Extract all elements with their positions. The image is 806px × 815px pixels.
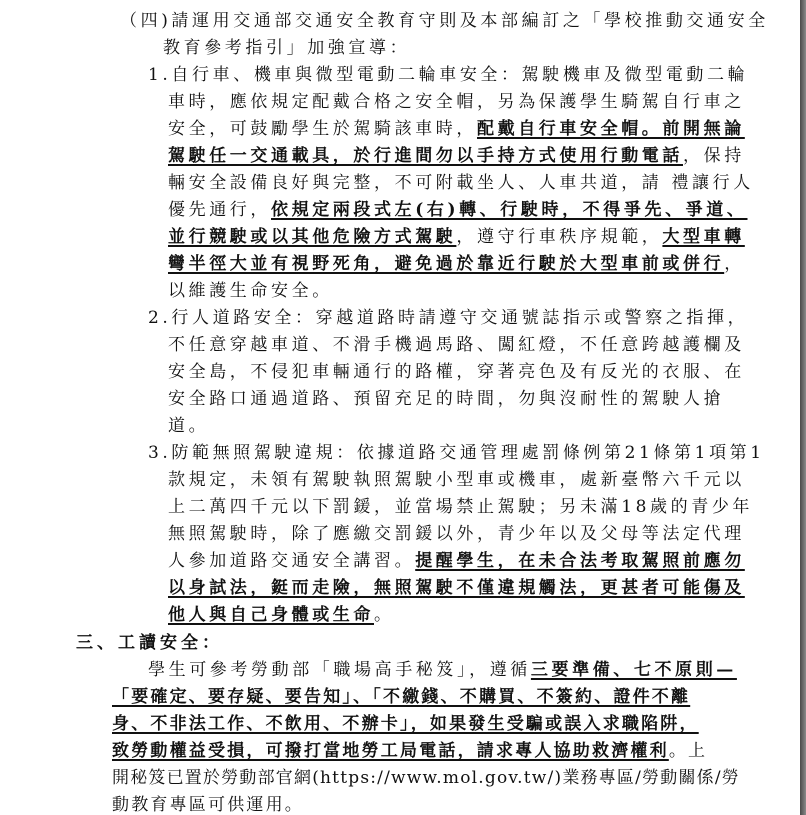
item-2-line-5: 道。 [168,416,210,436]
item-2-line-3: 安全島，不侵犯車輛通行的路權，穿著亮色及有反光的衣服、在 [168,362,745,382]
text: 學生可參考勞動部「職場高手秘笈」，遵循 [148,660,531,680]
item-2-line-4: 安全路口通過道路、預留充足的時間，勿與沒耐性的駕駛人搶 [168,389,725,409]
viewer-background-edge [800,0,806,815]
emphasis-text: 致勞動權益受損，可撥打當地勞工局電話，請求專人協助救濟權利 [112,741,669,761]
text: 。 [374,605,395,625]
emphasis-text: 駕駛任一交通載具，於行進間勿以手持方式使用行動電話 [168,146,683,166]
emphasis-text: 並行競駛或以其他危險方式駕駛 [168,227,457,247]
item-3-line-1: 3.防範無照駕駛違規：依據道路交通管理處罰條例第21條第1項第1 [148,443,765,463]
section-3-line-4 [112,738,707,764]
item-1-line-4 [168,143,745,169]
text: ，遵守行車秩序規範， [456,227,663,247]
emphasis-text: 三要準備、七不原則— [530,660,737,680]
item-3-line-3: 上二萬四千元以下罰鍰，並當場禁止駕駛；另未滿18歲的青少年 [168,497,754,517]
emphasis-text: 依規定兩段式左(右)轉、行駛時，不得爭先、爭道、 [271,200,748,220]
item-1-line-3 [168,116,745,142]
emphasis-text: 大型車轉 [662,227,745,247]
item-1-line-9: 以維護生命安全。 [168,281,333,301]
item-1-line-7 [168,224,745,250]
emphasis-text: 提醒學生，在未合法考取駕照前應勿 [415,551,745,571]
text: ，保持 [683,146,745,166]
text: 。上 [668,741,708,761]
section-4-line-1: （四)請運用交通部交通安全教育守則及本部編訂之「學校推動交通安全 [120,11,769,31]
item-3-line-5 [168,548,745,574]
emphasis-text: 他人與自己身體或生命 [168,605,374,625]
section-3-line-3: 身、不非法工作、不飲用、不辦卡」，如果發生受騙或誤入求職陷阱， [112,714,699,734]
section-3-line-1 [148,657,737,683]
section-3-heading: 三、工讀安全： [76,633,223,653]
section-3-line-6: 動教育專區可供運用。 [112,795,304,815]
item-3-line-2: 款規定，未領有駕駛執照駕駛小型車或機車，處新臺幣六千元以 [168,470,745,490]
section-4-line-2: 教育參考指引」加強宣導： [163,38,411,58]
item-1-line-5: 輛安全設備良好與完整，不可附載坐人、人車共道，請 禮讓行人 [168,173,754,193]
item-1-line-6 [168,197,748,223]
item-1-line-2: 車時，應依規定配戴合格之安全帽，另為保護學生騎駕自行車之 [168,92,745,112]
emphasis-text: 彎半徑大並有視野死角，避免過於靠近行駛於大型車前或併行 [168,254,725,274]
item-2-line-1: 2.行人道路安全：穿越道路時請遵守交通號誌指示或警察之指揮， [148,308,749,328]
section-3-line-2: 「要確定、要存疑、要告知」、「不繳錢、不購買、不簽約、證件不離 [112,687,691,707]
text: 人參加道路交通安全講習。 [168,551,416,571]
emphasis-text: 配戴自行車安全帽。前開無論 [477,119,745,139]
item-2-line-2: 不任意穿越車道、不滑手機過馬路、闖紅燈，不任意跨越護欄及 [168,335,745,355]
item-1-line-1: 1.自行車、機車與微型電動二輪車安全：駕駛機車及微型電動二輪 [148,65,749,85]
item-3-line-6: 以身試法，鋌而走險，無照駕駛不僅違規觸法，更甚者可能傷及 [168,578,745,598]
item-3-line-7 [168,602,395,628]
text: 優先通行， [168,200,271,220]
text: 安全，可鼓勵學生於駕騎該車時， [168,119,477,139]
section-3-line-5: 開秘笈已置於勞動部官網(https://www.mol.gov.tw/)業務專區/勞動關係/勞 [112,768,740,788]
item-1-line-8 [168,251,745,277]
item-3-line-4: 無照駕駛時，除了應繳交罰鍰以外，青少年以及父母等法定代理 [168,524,745,544]
text: ， [724,254,745,274]
